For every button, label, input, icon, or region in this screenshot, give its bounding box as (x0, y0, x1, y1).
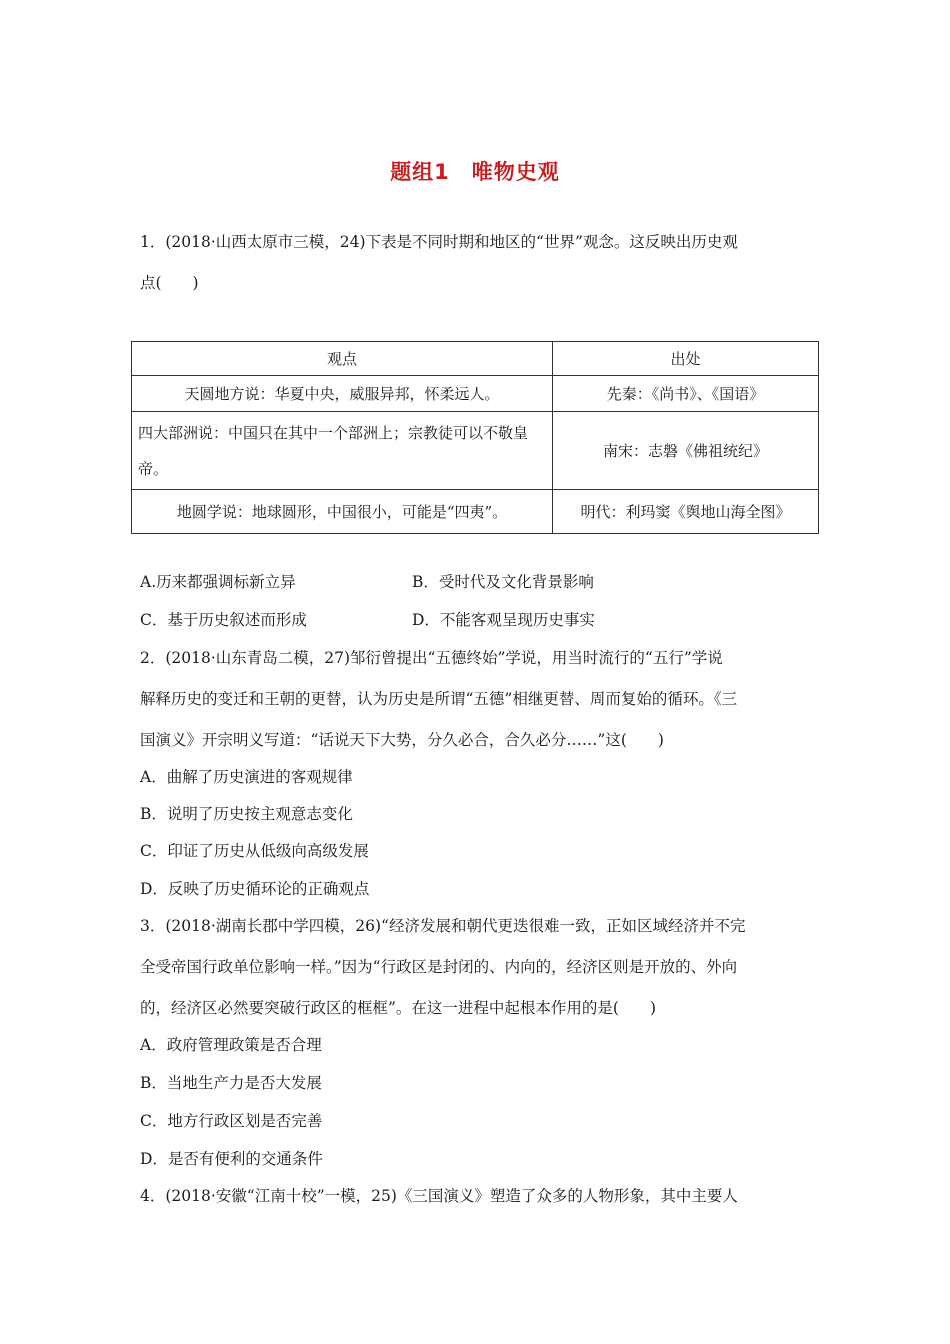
table-cell-source: 先秦：《尚书》、《国语》 (553, 376, 819, 412)
q1-option-a: A.历来都强调标新立异 (140, 573, 296, 591)
worldview-table (131, 341, 819, 534)
table-cell-view: 地圆学说：地球圆形，中国很小，可能是“四夷”。 (132, 490, 553, 534)
table-cell-view: 天圆地方说：华夏中央，威服异邦，怀柔远人。 (132, 376, 553, 412)
table-header-source: 出处 (553, 342, 819, 376)
q3-stem-line-2: 全受帝国行政单位影响一样。”因为“行政区是封闭的、内向的，经济区则是开放的、外向 (140, 958, 738, 976)
q2-stem-line-2: 解释历史的变迁和王朝的更替，认为历史是所谓“五德”相继更替、周而复始的循环。《三 (140, 690, 738, 708)
table-cell-source: 南宋：志磐《佛祖统纪》 (553, 412, 819, 490)
q2-option-b: B．说明了历史按主观意志变化 (140, 805, 353, 823)
table-row (132, 490, 819, 534)
table-cell-view: 四大部洲说：中国只在其中一个部洲上；宗教徒可以不敬皇帝。 (132, 412, 553, 490)
q1-stem-line-2: 点( ) (140, 274, 199, 292)
table-row (132, 412, 819, 490)
q2-option-a: A．曲解了历史演进的客观规律 (140, 768, 353, 786)
q2-option-c: C．印证了历史从低级向高级发展 (140, 842, 369, 860)
section-title: 题组1 唯物史观 (390, 160, 560, 184)
q2-stem-line-3: 国演义》开宗明义写道：“话说天下大势，分久必合，合久必分……”这( ) (140, 731, 664, 749)
q3-stem-line-3: 的，经济区必然要突破行政区的框框”。在这一进程中起根本作用的是( ) (140, 999, 657, 1017)
q1-option-b: B．受时代及文化背景影响 (412, 573, 594, 591)
q1-stem-line-1: 1．(2018·山西太原市三模，24)下表是不同时期和地区的“世界”观念。这反映出历史观 (140, 233, 738, 251)
table-header-view: 观点 (132, 342, 553, 376)
q2-stem-line-1: 2．(2018·山东青岛二模，27)邹衍曾提出“五德终始”学说，用当时流行的“五行”学说 (140, 649, 723, 667)
q3-option-b: B．当地生产力是否大发展 (140, 1074, 322, 1092)
table-cell-source: 明代：利玛窦《舆地山海全图》 (553, 490, 819, 534)
q3-option-c: C．地方行政区划是否完善 (140, 1112, 323, 1130)
q3-stem-line-1: 3．(2018·湖南长郡中学四模，26)“经济发展和朝代更迭很难一致，正如区域经济并不完 (140, 917, 746, 935)
q4-stem-line-1: 4．(2018·安徽“江南十校”一模，25)《三国演义》塑造了众多的人物形象，其中主要人 (140, 1187, 738, 1205)
table-row (132, 376, 819, 412)
q1-option-d: D．不能客观呈现历史事实 (412, 611, 595, 629)
q2-option-d: D．反映了历史循环论的正确观点 (140, 880, 370, 898)
q3-option-d: D．是否有便利的交通条件 (140, 1150, 323, 1168)
q1-option-c: C．基于历史叙述而形成 (140, 611, 307, 629)
q3-option-a: A．政府管理政策是否合理 (140, 1036, 322, 1054)
